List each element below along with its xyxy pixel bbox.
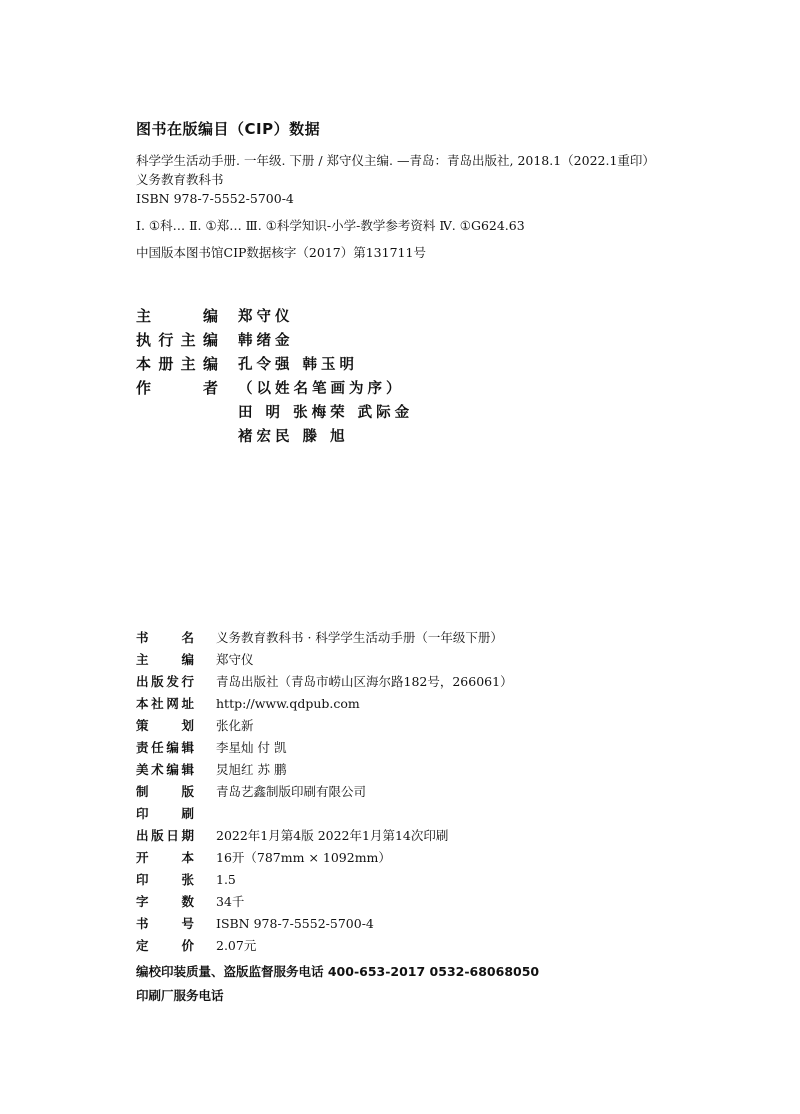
- credit-row: [136, 327, 413, 351]
- info-value: 16开（787mm × 1092mm）: [216, 850, 391, 865]
- credit-row: [136, 399, 413, 423]
- info-label: 主 编: [136, 652, 194, 667]
- credit-row: [136, 375, 413, 399]
- info-value: 张化新: [216, 718, 254, 733]
- info-value: 义务教育教科书 · 科学学生活动手册（一年级下册）: [216, 630, 503, 645]
- info-row: [136, 934, 513, 956]
- info-value: 炅旭红 苏 鹏: [216, 762, 287, 777]
- info-row: [136, 692, 513, 714]
- quality-hotline: 编校印装质量、盗版监督服务电话 400-653-2017 0532-68068050: [136, 964, 540, 979]
- info-value: 34千: [216, 894, 245, 909]
- info-row: [136, 824, 513, 846]
- info-label: 出 版 日 期: [136, 828, 194, 843]
- info-value: 李星灿 付 凯: [216, 740, 287, 755]
- publication-info-block: [136, 626, 513, 956]
- info-value: 2022年1月第4版 2022年1月第14次印刷: [216, 828, 449, 843]
- info-row: [136, 670, 513, 692]
- info-label: 印 张: [136, 872, 194, 887]
- credit-value: 田 明 张梅荣 武际金: [238, 403, 414, 421]
- info-row: [136, 802, 513, 824]
- info-value: 1.5: [216, 871, 236, 887]
- credit-value: 郑守仪: [238, 307, 294, 325]
- info-label: 出 版 发 行: [136, 674, 194, 689]
- cip-block: [136, 151, 655, 262]
- cip-line-isbn: ISBN 978-7-5552-5700-4: [136, 191, 294, 206]
- info-label: 书 号: [136, 916, 194, 931]
- cip-line-record: 中国版本图书馆CIP数据核字（2017）第131711号: [136, 245, 426, 260]
- credit-row: [136, 351, 413, 375]
- credit-row: [136, 423, 413, 447]
- info-label: 书 名: [136, 630, 194, 645]
- credit-label: 本 册 主 编: [136, 354, 218, 373]
- info-value: 2.07元: [216, 938, 257, 953]
- info-value: 青岛艺鑫制版印刷有限公司: [216, 784, 367, 799]
- info-row: [136, 868, 513, 890]
- info-row: [136, 714, 513, 736]
- info-row: [136, 912, 513, 934]
- info-row: [136, 890, 513, 912]
- info-value: http://www.qdpub.com: [216, 695, 360, 711]
- info-label: 定 价: [136, 938, 194, 953]
- info-value: 青岛出版社（青岛市崂山区海尔路182号，266061）: [216, 674, 513, 689]
- info-label: 印 刷: [136, 806, 194, 821]
- info-label: 制 版: [136, 784, 194, 799]
- info-row: [136, 758, 513, 780]
- info-label: 美 术 编 辑: [136, 762, 194, 777]
- cip-line-classification: Ⅰ. ①科… Ⅱ. ①郑… Ⅲ. ①科学知识-小学-教学参考资料 Ⅳ. ①G624.63: [136, 218, 525, 233]
- cip-line-book: 科学学生活动手册. 一年级. 下册 / 郑守仪主编. —青岛：青岛出版社, 2018.1（2022.1重印）: [136, 153, 655, 168]
- credit-label: 作 者: [136, 378, 218, 397]
- info-row: [136, 780, 513, 802]
- info-row: [136, 736, 513, 758]
- info-row: [136, 846, 513, 868]
- footer-block: [136, 960, 539, 1008]
- credit-value: （以姓名笔画为序）: [238, 379, 405, 397]
- info-row: [136, 626, 513, 648]
- info-label: 字 数: [136, 894, 194, 909]
- info-row: [136, 648, 513, 670]
- info-label: 开 本: [136, 850, 194, 865]
- cip-line-series: 义务教育教科书: [136, 172, 224, 187]
- printer-hotline: 印刷厂服务电话: [136, 988, 224, 1003]
- info-label: 策 划: [136, 718, 194, 733]
- info-value: 郑守仪: [216, 652, 254, 667]
- credit-label: 主 编: [136, 306, 218, 325]
- credit-value: 孔令强 韩玉明: [238, 355, 359, 373]
- credit-label: 执 行 主 编: [136, 330, 218, 349]
- info-label: 本 社 网 址: [136, 696, 194, 711]
- info-value: ISBN 978-7-5552-5700-4: [216, 915, 374, 931]
- credits-block: [136, 303, 413, 447]
- credit-value: 褚宏民 滕 旭: [238, 427, 349, 445]
- credit-row: [136, 303, 413, 327]
- info-label: 责 任 编 辑: [136, 740, 194, 755]
- credit-value: 韩绪金: [238, 331, 294, 349]
- cip-title: 图书在版编目（CIP）数据: [136, 120, 321, 138]
